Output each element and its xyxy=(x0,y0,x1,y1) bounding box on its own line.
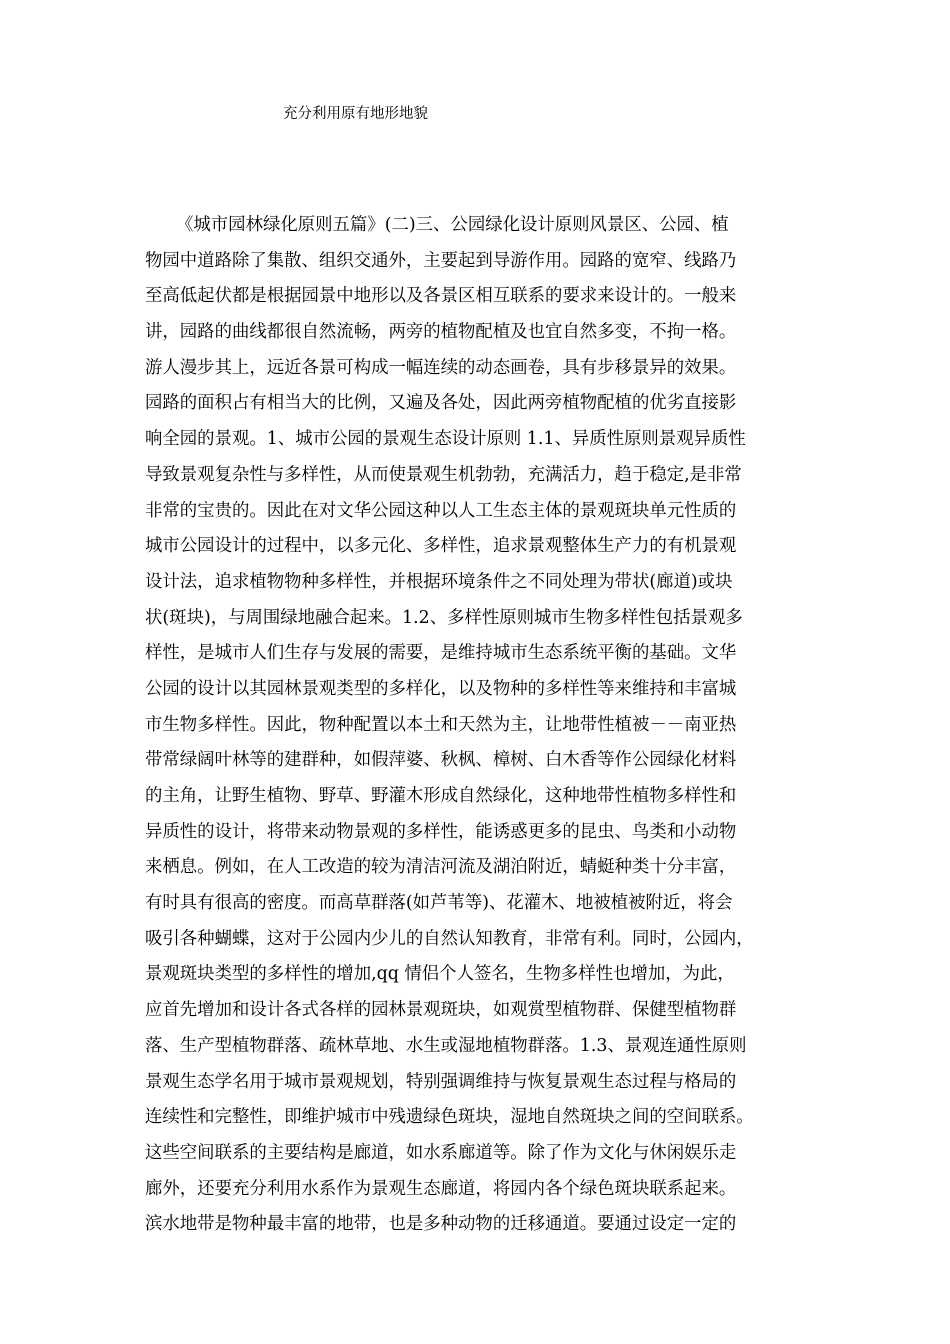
paragraph-line: 来栖息。例如，在人工改造的较为清洁河流及湖泊附近，蜻蜓种类十分丰富， xyxy=(145,857,737,878)
paragraph-line: 景观斑块类型的多样性的增加,qq 情侣个人签名，生物多样性也增加，为此， xyxy=(145,964,735,985)
paragraph-line: 城市公园设计的过程中，以多元化、多样性，追求景观整体生产力的有机景观 xyxy=(145,536,737,557)
paragraph-line: 的主角，让野生植物、野草、野灌木形成自然绿化，这种地带性植物多样性和 xyxy=(145,786,737,806)
paragraph-line: 这些空间联系的主要结构是廊道，如水系廊道等。除了作为文化与休闲娱乐走 xyxy=(145,1142,737,1163)
paragraph-line: 导致景观复杂性与多样性，从而使景观生机勃勃，充满活力，趋于稳定,是非常 xyxy=(145,464,742,485)
paragraph-line: 游人漫步其上，远近各景可构成一幅连续的动态画卷，具有步移景异的效果。 xyxy=(145,357,737,378)
paragraph-line: 响全园的景观。1、城市公园的景观生态设计原则 1.1、异质性原则景观异质性 xyxy=(145,429,746,450)
paragraph-line: 吸引各种蝴蝶，这对于公园内少儿的自然认知教育，非常有利。同时，公园内， xyxy=(145,928,754,949)
paragraph-line: 至高低起伏都是根据园景中地形以及各景区相互联系的要求来设计的。一般来 xyxy=(145,286,737,307)
paragraph-line: 设计法，追求植物物种多样性，并根据环境条件之不同处理为带状(廊道)或块 xyxy=(145,571,733,592)
paragraph-line: 廊外，还要充分利用水系作为景观生态廊道，将园内各个绿色斑块联系起来。 xyxy=(145,1178,737,1199)
paragraph-line: 园路的面积占有相当大的比例，又遍及各处，因此两旁植物配植的优劣直接影 xyxy=(145,393,737,414)
paragraph-line: 异质性的设计，将带来动物景观的多样性，能诱惑更多的昆虫、鸟类和小动物 xyxy=(145,821,737,842)
paragraph-line: 样性，是城市人们生存与发展的需要，是维持城市生态系统平衡的基础。文华 xyxy=(145,643,737,664)
paragraph-line: 连续性和完整性，即维护城市中残遗绿色斑块，湿地自然斑块之间的空间联系。 xyxy=(145,1107,754,1128)
paragraph-line: 景观生态学名用于城市景观规划，特别强调维持与恢复景观生态过程与格局的 xyxy=(145,1071,737,1092)
paragraph-line: 非常的宝贵的。因此在对文华公园这种以人工生态主体的景观斑块单元性质的 xyxy=(145,500,737,521)
paragraph-line: 状(斑块)，与周围绿地融合起来。1.2、多样性原则城市生物多样性包括景观多 xyxy=(145,607,743,628)
paragraph-line: 滨水地带是物种最丰富的地带，也是多种动物的迁移通道。要通过设定一定的 xyxy=(145,1214,737,1235)
paragraph-line: 落、生产型植物群落、疏林草地、水生或湿地植物群落。1.3、景观连通性原则 xyxy=(145,1035,747,1056)
paragraph-line: 有时具有很高的密度。而高草群落(如芦苇等)、花灌木、地被植被附近，将会 xyxy=(145,893,733,914)
paragraph-line: 带常绿阔叶林等的建群种，如假萍婆、秋枫、樟树、白木香等作公园绿化材料 xyxy=(145,750,737,771)
paragraph-line: 公园的设计以其园林景观类型的多样化，以及物种的多样性等来维持和丰富城 xyxy=(145,678,737,699)
section-heading: 充分利用原有地形地貌 xyxy=(283,106,428,122)
paragraph-line: 应首先增加和设计各式各样的园林景观斑块，如观赏型植物群、保健型植物群 xyxy=(145,1000,737,1021)
paragraph-line: 物园中道路除了集散、组织交通外，主要起到导游作用。园路的宽窄、线路乃 xyxy=(145,250,737,271)
paragraph-line: 市生物多样性。因此，物种配置以本土和天然为主，让地带性植被－－南亚热 xyxy=(145,714,737,735)
paragraph-line: 讲，园路的曲线都很自然流畅，两旁的植物配植及也宜自然多变，不拘一格。 xyxy=(145,322,737,343)
body-paragraph xyxy=(145,208,805,1243)
paragraph-line: 《城市园林绿化原则五篇》(二)三、公园绿化设计原则风景区、公园、植 xyxy=(176,215,729,235)
